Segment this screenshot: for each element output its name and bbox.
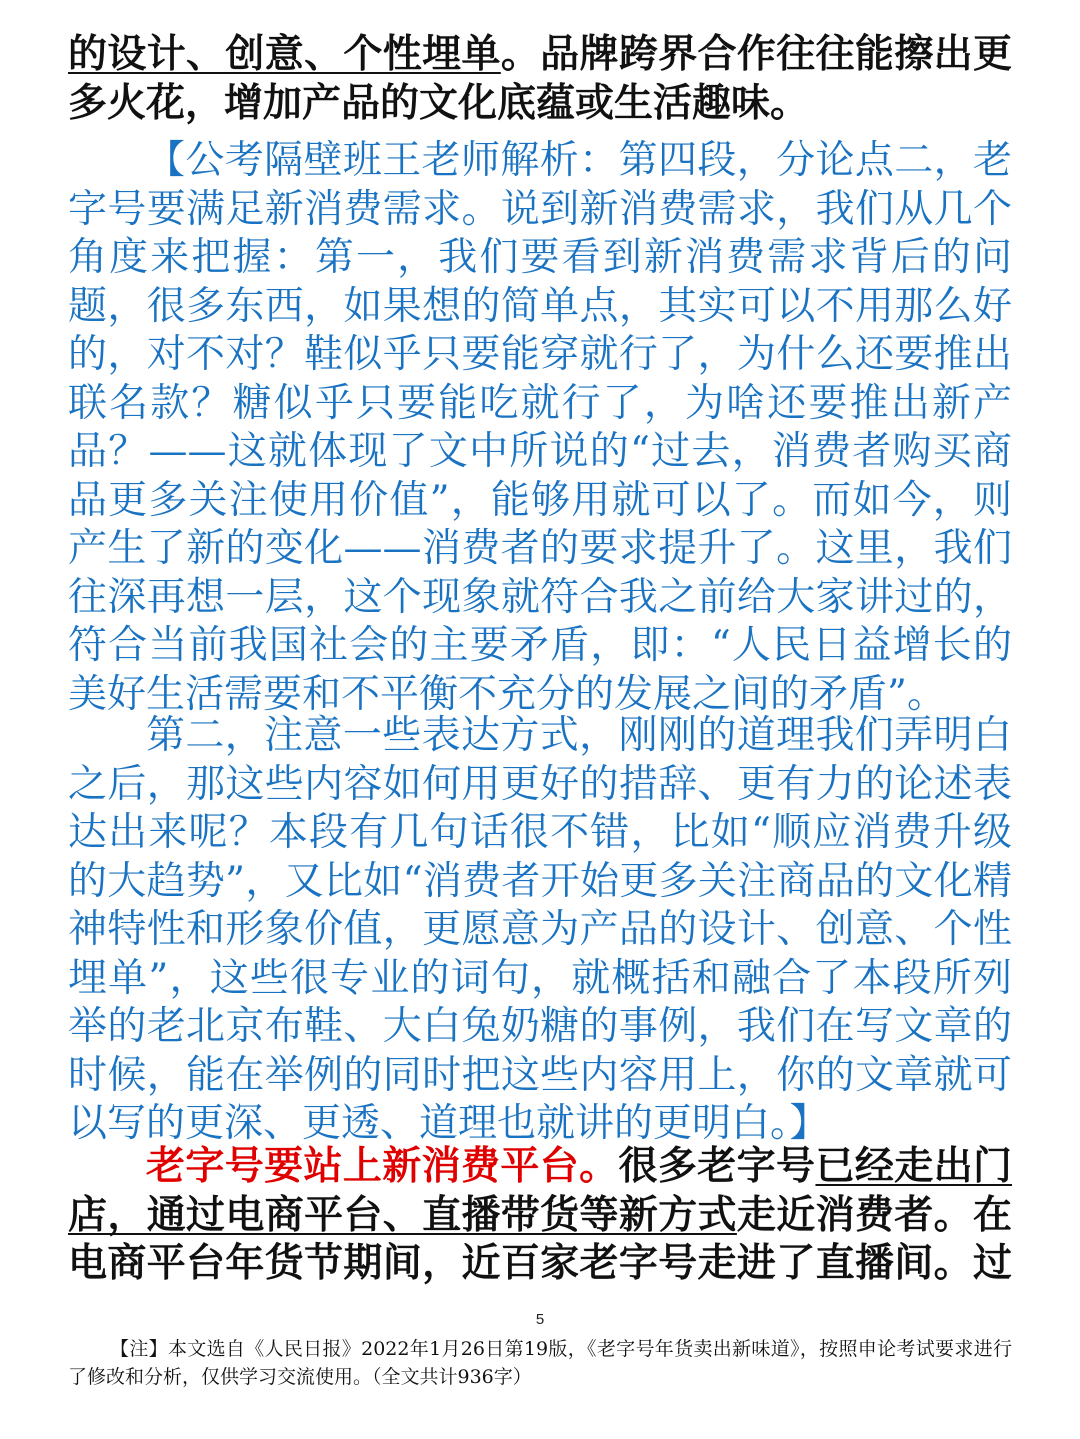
paragraph-text: 很多老字号	[618, 1143, 816, 1189]
footnote: 【注】本文选自《人民日报》2022年1月26日第19版，《老字号年货卖出新味道》，按照申论考试要求进行了修改和分析，仅供学习交流使用。（全文共计936字）	[68, 1338, 1012, 1388]
paragraph-continued	[68, 30, 1012, 127]
paragraph-new-platform	[68, 1142, 1012, 1288]
underlined-phrase: 已经走出门店，通过电商平台、直播带货等新方式	[68, 1143, 1012, 1238]
page-number: 5	[535, 1311, 545, 1328]
analysis-paragraph-1: 【公考隔壁班王老师解析：第四段，分论点二，老字号要满足新消费需求。说到新消费需求，我们从几个角度来把握：第一，我们要看到新消费需求背后的问题，很多东西，如果想的简单点，其实可以不用那么好的，对不对？鞋似乎只要能穿就行了，为什么还要推出联名款？糖似乎只要能吃就行了，为啥还要推出新产品？——这就体现了文中所说的“过去，消费者购买商品更多关注使用价值”，能够用就可以了。而如今，则产生了新的变化——消费者的要求提升了。这里，我们往深再想一层，这个现象就符合我之前给大家讲过的，符合当前我国社会的主要矛盾，即：“人民日益增长的美好生活需要和不平衡不充分的发展之间的矛盾”。	[68, 138, 1012, 717]
paragraph-text: 。品牌跨界合作往往能擦出更多火花，增加产品的文化底蕴或生活趣味。	[68, 31, 1012, 126]
analysis-paragraph-2: 第二，注意一些表达方式，刚刚的道理我们弄明白之后，那这些内容如何用更好的措辞、更有力的论述表达出来呢？本段有几句话很不错，比如“顺应消费升级的大趋势”，又比如“消费者开始更多关注商品的文化精神特性和形象价值，更愿意为产品的设计、创意、个性埋单”，这些很专业的词句，就概括和融合了本段所列举的老北京布鞋、大白兔奶糖的事例，我们在写文章的时候，能在举例的同时把这些内容用上，你的文章就可以写的更深、更透、道理也就讲的更明白。】	[68, 713, 1012, 1146]
paragraph-text: 走近消费者。在电商平台年货节期间，近百家老字号走进了直播间。过	[68, 1191, 1012, 1286]
section-heading: 老字号要站上新消费平台。	[146, 1143, 619, 1189]
underlined-phrase: 的设计、创意、个性埋单	[68, 31, 501, 77]
